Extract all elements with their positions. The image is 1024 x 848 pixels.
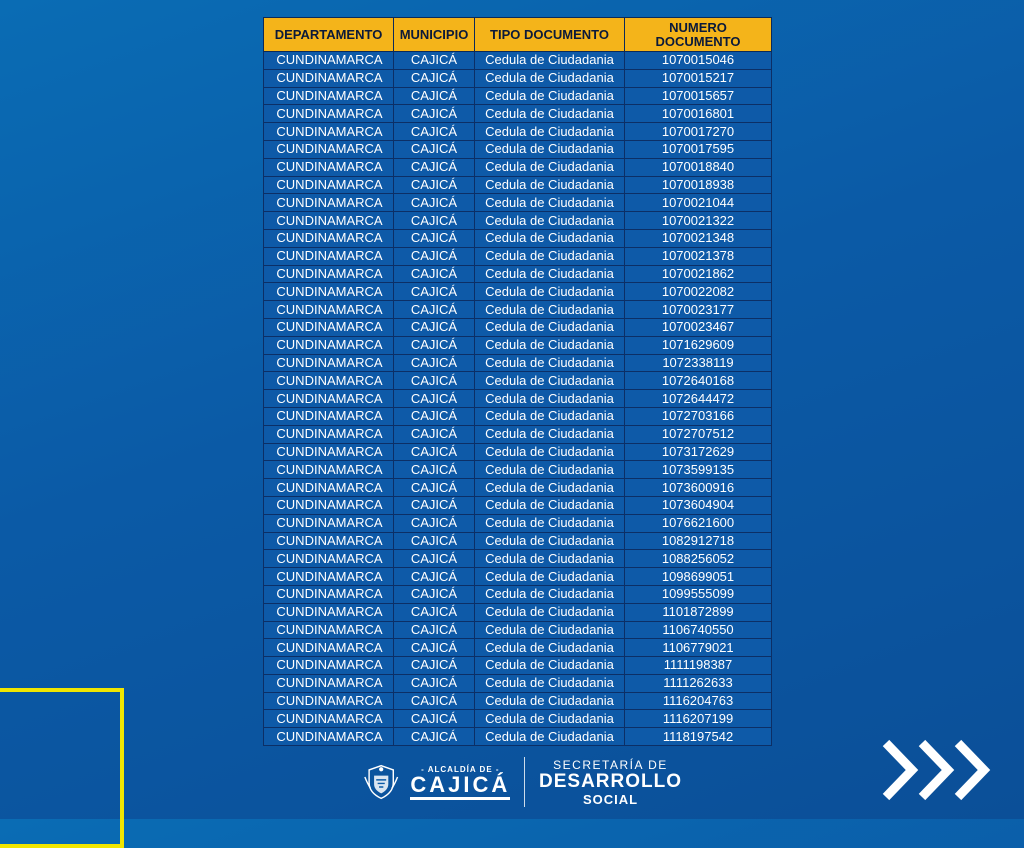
cell-municipio: CAJICÁ bbox=[394, 123, 475, 141]
cell-tipo-documento: Cedula de Ciudadania bbox=[475, 568, 625, 586]
table-row bbox=[264, 585, 772, 603]
cell-departamento: CUNDINAMARCA bbox=[264, 265, 394, 283]
header-numero-documento: NUMERO DOCUMENTO bbox=[625, 18, 772, 52]
cell-departamento: CUNDINAMARCA bbox=[264, 194, 394, 212]
cell-tipo-documento: Cedula de Ciudadania bbox=[475, 461, 625, 479]
cell-tipo-documento: Cedula de Ciudadania bbox=[475, 425, 625, 443]
cell-municipio: CAJICÁ bbox=[394, 390, 475, 408]
cell-numero-documento: 1118197542 bbox=[625, 728, 772, 746]
cell-tipo-documento: Cedula de Ciudadania bbox=[475, 52, 625, 70]
cell-municipio: CAJICÁ bbox=[394, 514, 475, 532]
table-row bbox=[264, 52, 772, 70]
alcaldia-cajica-logo bbox=[410, 765, 510, 800]
header-municipio: MUNICIPIO bbox=[394, 18, 475, 52]
cell-departamento: CUNDINAMARCA bbox=[264, 674, 394, 692]
cell-tipo-documento: Cedula de Ciudadania bbox=[475, 585, 625, 603]
cell-municipio: CAJICÁ bbox=[394, 674, 475, 692]
cell-municipio: CAJICÁ bbox=[394, 354, 475, 372]
cell-departamento: CUNDINAMARCA bbox=[264, 354, 394, 372]
header-tipo-documento: TIPO DOCUMENTO bbox=[475, 18, 625, 52]
table-row bbox=[264, 639, 772, 657]
table-body bbox=[264, 52, 772, 746]
cell-tipo-documento: Cedula de Ciudadania bbox=[475, 301, 625, 319]
cell-numero-documento: 1073599135 bbox=[625, 461, 772, 479]
table-row bbox=[264, 407, 772, 425]
cell-municipio: CAJICÁ bbox=[394, 621, 475, 639]
cell-municipio: CAJICÁ bbox=[394, 140, 475, 158]
cell-tipo-documento: Cedula de Ciudadania bbox=[475, 247, 625, 265]
cell-numero-documento: 1070017270 bbox=[625, 123, 772, 141]
cell-municipio: CAJICÁ bbox=[394, 585, 475, 603]
table-row bbox=[264, 692, 772, 710]
cell-municipio: CAJICÁ bbox=[394, 247, 475, 265]
cell-tipo-documento: Cedula de Ciudadania bbox=[475, 692, 625, 710]
table-row bbox=[264, 710, 772, 728]
cell-departamento: CUNDINAMARCA bbox=[264, 425, 394, 443]
table-row bbox=[264, 87, 772, 105]
cell-numero-documento: 1070021862 bbox=[625, 265, 772, 283]
cell-numero-documento: 1101872899 bbox=[625, 603, 772, 621]
cell-departamento: CUNDINAMARCA bbox=[264, 496, 394, 514]
table-row bbox=[264, 550, 772, 568]
cell-municipio: CAJICÁ bbox=[394, 657, 475, 675]
cell-numero-documento: 1070021322 bbox=[625, 212, 772, 230]
municipal-seal-icon bbox=[362, 755, 400, 809]
cell-municipio: CAJICÁ bbox=[394, 407, 475, 425]
table-row bbox=[264, 479, 772, 497]
cell-numero-documento: 1099555099 bbox=[625, 585, 772, 603]
cell-departamento: CUNDINAMARCA bbox=[264, 52, 394, 70]
table-row bbox=[264, 301, 772, 319]
cell-tipo-documento: Cedula de Ciudadania bbox=[475, 390, 625, 408]
triple-chevron-right-icon bbox=[880, 737, 1000, 803]
cell-departamento: CUNDINAMARCA bbox=[264, 123, 394, 141]
cell-numero-documento: 1116207199 bbox=[625, 710, 772, 728]
table-row bbox=[264, 69, 772, 87]
table-row bbox=[264, 229, 772, 247]
cell-numero-documento: 1070021044 bbox=[625, 194, 772, 212]
table-row bbox=[264, 425, 772, 443]
decorative-yellow-frame bbox=[0, 688, 124, 848]
secretaria-line2: DESARROLLO bbox=[539, 770, 682, 792]
table-row bbox=[264, 158, 772, 176]
cell-departamento: CUNDINAMARCA bbox=[264, 532, 394, 550]
cell-numero-documento: 1111198387 bbox=[625, 657, 772, 675]
cell-municipio: CAJICÁ bbox=[394, 105, 475, 123]
alcaldia-name: CAJICÁ bbox=[410, 771, 511, 797]
cell-tipo-documento: Cedula de Ciudadania bbox=[475, 674, 625, 692]
cell-tipo-documento: Cedula de Ciudadania bbox=[475, 176, 625, 194]
cell-departamento: CUNDINAMARCA bbox=[264, 621, 394, 639]
cell-departamento: CUNDINAMARCA bbox=[264, 105, 394, 123]
table-row bbox=[264, 657, 772, 675]
cell-departamento: CUNDINAMARCA bbox=[264, 229, 394, 247]
cell-numero-documento: 1073604904 bbox=[625, 496, 772, 514]
document-table-container bbox=[263, 17, 771, 746]
secretaria-line3: SOCIAL bbox=[582, 791, 639, 807]
cell-tipo-documento: Cedula de Ciudadania bbox=[475, 407, 625, 425]
cell-municipio: CAJICÁ bbox=[394, 710, 475, 728]
table-row bbox=[264, 212, 772, 230]
document-table bbox=[263, 17, 772, 746]
cell-municipio: CAJICÁ bbox=[394, 443, 475, 461]
cell-tipo-documento: Cedula de Ciudadania bbox=[475, 603, 625, 621]
cell-tipo-documento: Cedula de Ciudadania bbox=[475, 318, 625, 336]
table-row bbox=[264, 461, 772, 479]
secretaria-line1: SECRETARÍA DE bbox=[553, 757, 668, 772]
cell-numero-documento: 1070018840 bbox=[625, 158, 772, 176]
cell-tipo-documento: Cedula de Ciudadania bbox=[475, 496, 625, 514]
cell-municipio: CAJICÁ bbox=[394, 479, 475, 497]
table-row bbox=[264, 354, 772, 372]
table-row bbox=[264, 728, 772, 746]
table-row bbox=[264, 318, 772, 336]
cell-municipio: CAJICÁ bbox=[394, 229, 475, 247]
cell-numero-documento: 1106779021 bbox=[625, 639, 772, 657]
cell-departamento: CUNDINAMARCA bbox=[264, 390, 394, 408]
cell-municipio: CAJICÁ bbox=[394, 336, 475, 354]
cell-tipo-documento: Cedula de Ciudadania bbox=[475, 550, 625, 568]
cell-tipo-documento: Cedula de Ciudadania bbox=[475, 105, 625, 123]
cell-numero-documento: 1116204763 bbox=[625, 692, 772, 710]
cell-numero-documento: 1070023177 bbox=[625, 301, 772, 319]
cell-numero-documento: 1071629609 bbox=[625, 336, 772, 354]
cell-tipo-documento: Cedula de Ciudadania bbox=[475, 728, 625, 746]
cell-tipo-documento: Cedula de Ciudadania bbox=[475, 639, 625, 657]
cell-departamento: CUNDINAMARCA bbox=[264, 283, 394, 301]
table-row bbox=[264, 674, 772, 692]
cell-numero-documento: 1098699051 bbox=[625, 568, 772, 586]
table-row bbox=[264, 123, 772, 141]
cell-numero-documento: 1070015046 bbox=[625, 52, 772, 70]
cell-tipo-documento: Cedula de Ciudadania bbox=[475, 69, 625, 87]
cell-numero-documento: 1072640168 bbox=[625, 372, 772, 390]
cell-tipo-documento: Cedula de Ciudadania bbox=[475, 87, 625, 105]
cell-departamento: CUNDINAMARCA bbox=[264, 318, 394, 336]
cell-departamento: CUNDINAMARCA bbox=[264, 407, 394, 425]
header-departamento: DEPARTAMENTO bbox=[264, 18, 394, 52]
table-row bbox=[264, 532, 772, 550]
cell-tipo-documento: Cedula de Ciudadania bbox=[475, 657, 625, 675]
cell-tipo-documento: Cedula de Ciudadania bbox=[475, 443, 625, 461]
cell-numero-documento: 1073600916 bbox=[625, 479, 772, 497]
cell-numero-documento: 1070015217 bbox=[625, 69, 772, 87]
cell-departamento: CUNDINAMARCA bbox=[264, 69, 394, 87]
footer-divider bbox=[524, 757, 525, 807]
cell-numero-documento: 1070022082 bbox=[625, 283, 772, 301]
cell-tipo-documento: Cedula de Ciudadania bbox=[475, 710, 625, 728]
cell-tipo-documento: Cedula de Ciudadania bbox=[475, 229, 625, 247]
cell-numero-documento: 1072644472 bbox=[625, 390, 772, 408]
cell-departamento: CUNDINAMARCA bbox=[264, 87, 394, 105]
cell-municipio: CAJICÁ bbox=[394, 87, 475, 105]
cell-numero-documento: 1076621600 bbox=[625, 514, 772, 532]
table-header-row bbox=[264, 18, 772, 52]
table-row bbox=[264, 621, 772, 639]
cell-departamento: CUNDINAMARCA bbox=[264, 514, 394, 532]
cell-departamento: CUNDINAMARCA bbox=[264, 336, 394, 354]
cell-municipio: CAJICÁ bbox=[394, 318, 475, 336]
table-row bbox=[264, 390, 772, 408]
cell-departamento: CUNDINAMARCA bbox=[264, 603, 394, 621]
cell-departamento: CUNDINAMARCA bbox=[264, 140, 394, 158]
cell-numero-documento: 1070023467 bbox=[625, 318, 772, 336]
cell-tipo-documento: Cedula de Ciudadania bbox=[475, 283, 625, 301]
cell-municipio: CAJICÁ bbox=[394, 283, 475, 301]
cell-numero-documento: 1070016801 bbox=[625, 105, 772, 123]
cell-tipo-documento: Cedula de Ciudadania bbox=[475, 621, 625, 639]
table-row bbox=[264, 283, 772, 301]
cell-municipio: CAJICÁ bbox=[394, 639, 475, 657]
cell-numero-documento: 1082912718 bbox=[625, 532, 772, 550]
cell-municipio: CAJICÁ bbox=[394, 461, 475, 479]
cell-tipo-documento: Cedula de Ciudadania bbox=[475, 140, 625, 158]
cell-departamento: CUNDINAMARCA bbox=[264, 728, 394, 746]
cell-tipo-documento: Cedula de Ciudadania bbox=[475, 212, 625, 230]
cell-municipio: CAJICÁ bbox=[394, 69, 475, 87]
cell-departamento: CUNDINAMARCA bbox=[264, 176, 394, 194]
alcaldia-label: - ALCALDÍA DE - bbox=[421, 764, 500, 774]
cell-numero-documento: 1070017595 bbox=[625, 140, 772, 158]
cell-numero-documento: 1070021378 bbox=[625, 247, 772, 265]
cell-municipio: CAJICÁ bbox=[394, 301, 475, 319]
cell-municipio: CAJICÁ bbox=[394, 425, 475, 443]
cell-tipo-documento: Cedula de Ciudadania bbox=[475, 123, 625, 141]
cell-tipo-documento: Cedula de Ciudadania bbox=[475, 194, 625, 212]
cell-departamento: CUNDINAMARCA bbox=[264, 372, 394, 390]
cell-municipio: CAJICÁ bbox=[394, 212, 475, 230]
table-row bbox=[264, 603, 772, 621]
cell-municipio: CAJICÁ bbox=[394, 692, 475, 710]
table-row bbox=[264, 336, 772, 354]
cell-numero-documento: 1088256052 bbox=[625, 550, 772, 568]
cell-municipio: CAJICÁ bbox=[394, 568, 475, 586]
cell-municipio: CAJICÁ bbox=[394, 532, 475, 550]
cell-departamento: CUNDINAMARCA bbox=[264, 461, 394, 479]
cell-numero-documento: 1070015657 bbox=[625, 87, 772, 105]
cell-tipo-documento: Cedula de Ciudadania bbox=[475, 372, 625, 390]
cell-tipo-documento: Cedula de Ciudadania bbox=[475, 158, 625, 176]
cell-departamento: CUNDINAMARCA bbox=[264, 657, 394, 675]
cell-departamento: CUNDINAMARCA bbox=[264, 585, 394, 603]
table-row bbox=[264, 496, 772, 514]
cell-numero-documento: 1111262633 bbox=[625, 674, 772, 692]
cell-departamento: CUNDINAMARCA bbox=[264, 158, 394, 176]
cell-numero-documento: 1072338119 bbox=[625, 354, 772, 372]
table-row bbox=[264, 194, 772, 212]
cell-departamento: CUNDINAMARCA bbox=[264, 212, 394, 230]
table-row bbox=[264, 514, 772, 532]
cell-numero-documento: 1070021348 bbox=[625, 229, 772, 247]
alcaldia-underline bbox=[410, 797, 510, 800]
table-row bbox=[264, 265, 772, 283]
cell-numero-documento: 1072707512 bbox=[625, 425, 772, 443]
cell-numero-documento: 1073172629 bbox=[625, 443, 772, 461]
cell-tipo-documento: Cedula de Ciudadania bbox=[475, 479, 625, 497]
cell-departamento: CUNDINAMARCA bbox=[264, 247, 394, 265]
cell-departamento: CUNDINAMARCA bbox=[264, 479, 394, 497]
cell-municipio: CAJICÁ bbox=[394, 265, 475, 283]
cell-municipio: CAJICÁ bbox=[394, 52, 475, 70]
table-row bbox=[264, 372, 772, 390]
cell-numero-documento: 1070018938 bbox=[625, 176, 772, 194]
cell-tipo-documento: Cedula de Ciudadania bbox=[475, 532, 625, 550]
cell-numero-documento: 1106740550 bbox=[625, 621, 772, 639]
cell-departamento: CUNDINAMARCA bbox=[264, 710, 394, 728]
cell-municipio: CAJICÁ bbox=[394, 728, 475, 746]
cell-municipio: CAJICÁ bbox=[394, 158, 475, 176]
cell-tipo-documento: Cedula de Ciudadania bbox=[475, 265, 625, 283]
cell-municipio: CAJICÁ bbox=[394, 176, 475, 194]
cell-tipo-documento: Cedula de Ciudadania bbox=[475, 354, 625, 372]
secretaria-logo bbox=[539, 758, 682, 807]
table-row bbox=[264, 105, 772, 123]
cell-departamento: CUNDINAMARCA bbox=[264, 443, 394, 461]
table-row bbox=[264, 176, 772, 194]
cell-numero-documento: 1072703166 bbox=[625, 407, 772, 425]
cell-municipio: CAJICÁ bbox=[394, 603, 475, 621]
cell-departamento: CUNDINAMARCA bbox=[264, 550, 394, 568]
cell-departamento: CUNDINAMARCA bbox=[264, 639, 394, 657]
cell-departamento: CUNDINAMARCA bbox=[264, 301, 394, 319]
cell-tipo-documento: Cedula de Ciudadania bbox=[475, 336, 625, 354]
table-row bbox=[264, 568, 772, 586]
footer-logos bbox=[362, 752, 682, 812]
cell-municipio: CAJICÁ bbox=[394, 550, 475, 568]
cell-municipio: CAJICÁ bbox=[394, 194, 475, 212]
cell-tipo-documento: Cedula de Ciudadania bbox=[475, 514, 625, 532]
cell-departamento: CUNDINAMARCA bbox=[264, 568, 394, 586]
table-row bbox=[264, 443, 772, 461]
cell-municipio: CAJICÁ bbox=[394, 372, 475, 390]
cell-municipio: CAJICÁ bbox=[394, 496, 475, 514]
table-row bbox=[264, 247, 772, 265]
table-row bbox=[264, 140, 772, 158]
cell-departamento: CUNDINAMARCA bbox=[264, 692, 394, 710]
